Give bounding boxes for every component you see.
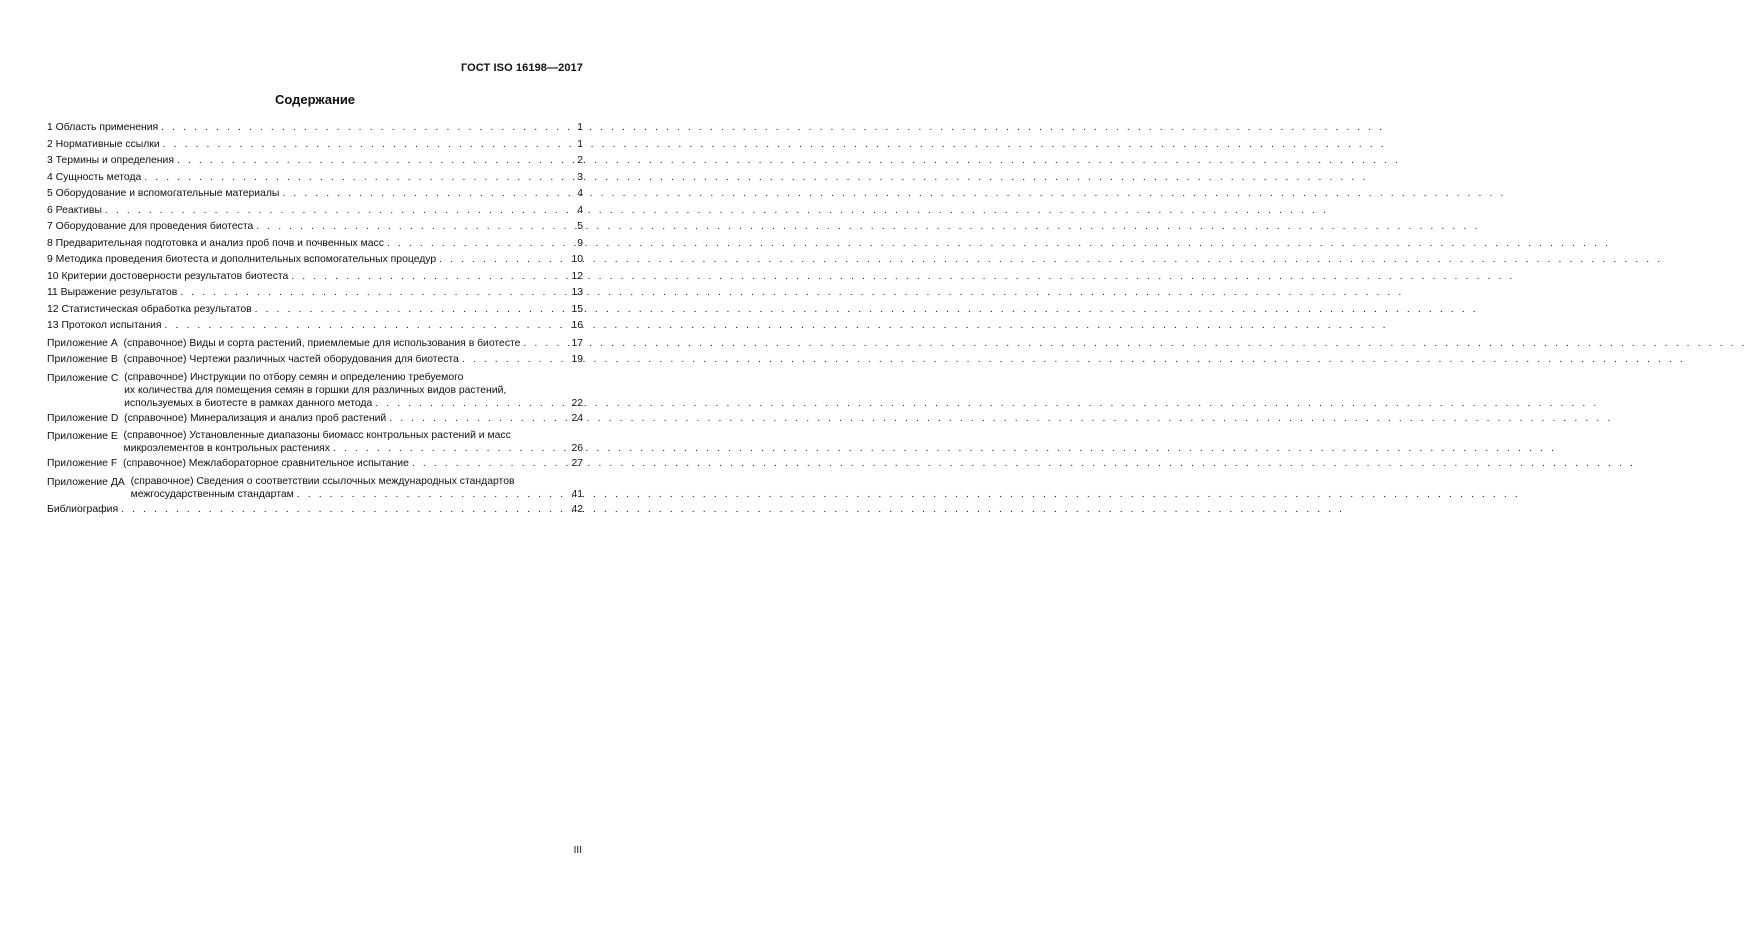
toc-section-entry[interactable] [47, 318, 583, 335]
toc-entry-label: 6 Реактивы [47, 204, 102, 216]
appendix-title-line: (справочное) Межлабораторное сравнительное испытание [122, 458, 409, 469]
toc-entry-page: 3 [577, 171, 583, 183]
leader-dots [389, 411, 568, 428]
toc-section-entry[interactable] [47, 137, 583, 154]
toc-entry-label: 12 Статистическая обработка результатов [47, 303, 252, 315]
toc-entry-page: 16 [571, 320, 583, 331]
toc-entry-label: 3 Термины и определения [47, 155, 174, 166]
appendix-prefix: Приложение Е [47, 431, 124, 442]
appendix-prefix: Приложение В [47, 354, 124, 365]
toc-section-entry[interactable] [47, 252, 583, 269]
toc-entry-page: 12 [571, 270, 583, 282]
toc-appendix-entry[interactable] [47, 456, 583, 473]
appendix-title-line: их количества для помещения семян в горшки для различных видов растений, [124, 384, 507, 396]
leader-dots [291, 269, 568, 286]
appendix-prefix: Приложение С [47, 372, 125, 384]
toc-section-entry[interactable] [47, 120, 583, 137]
appendix-title-line: (справочное) Виды и сорта растений, приемлемые для использования в биотесте [123, 337, 521, 349]
toc-section-entry[interactable] [47, 302, 583, 319]
toc-entry-label: 9 Методика проведения биотеста и дополнительных вспомогательных процедур [47, 254, 437, 265]
leader-dots [256, 219, 570, 236]
appendix-title-line: (справочное) Инструкции по отбору семян и определению требуемого [124, 371, 464, 383]
leader-dots [523, 336, 568, 353]
toc-entry-page: 5 [577, 221, 583, 232]
toc-appendix-entry[interactable] [47, 428, 583, 455]
toc-entry-page: 1 [577, 138, 583, 150]
leader-dots [387, 236, 570, 253]
toc-entry-label: 10 Критерии достоверности результатов биотеста [47, 270, 289, 282]
toc-entry-page: 13 [571, 287, 583, 298]
appendix-title-line: (справочное) Минерализация и анализ проб растений [124, 412, 387, 424]
leader-dots [297, 488, 569, 501]
toc-entry-label: 13 Протокол испытания [47, 320, 162, 331]
leader-dots [177, 153, 570, 170]
leader-dots [462, 352, 569, 369]
toc-section-entry[interactable] [47, 285, 583, 302]
toc-entry-page: 42 [571, 503, 583, 515]
toc-entry-page: 22 [571, 397, 583, 409]
leader-dots [412, 456, 569, 473]
toc-section-entry[interactable] [47, 269, 583, 286]
page-number: III [573, 845, 582, 856]
toc-entry-page: 17 [571, 337, 583, 349]
appendix-title-line: межгосударственным стандартам [130, 488, 294, 500]
document-page [0, 0, 661, 935]
appendix-title-line: микроэлементов в контрольных растениях [123, 443, 330, 454]
leader-dots [375, 397, 568, 410]
toc-entry-label: Библиография [47, 503, 119, 515]
toc-entry-page: 4 [577, 204, 583, 216]
leader-dots [333, 442, 568, 455]
toc-entry-label: 11 Выражение результатов [47, 287, 178, 298]
toc-entry-label: 8 Предварительная подготовка и анализ проб почв и почвенных масс [47, 237, 384, 249]
toc-entry-page: 27 [571, 458, 583, 469]
toc-entry-page: 10 [571, 254, 583, 265]
appendix-prefix: Приложение F [47, 458, 123, 469]
leader-dots [180, 285, 568, 302]
toc-entry-label: 4 Сущность метода [47, 171, 142, 183]
toc-bibliography-entry[interactable] [47, 502, 583, 519]
toc-entry-label: 1 Область применения [47, 122, 159, 133]
leader-dots [121, 502, 568, 519]
appendix-title-line: (справочное) Чертежи различных частей оборудования для биотеста [123, 354, 459, 365]
appendix-prefix: Приложение D [47, 412, 125, 424]
leader-dots [144, 170, 570, 187]
toc-section-entry[interactable] [47, 186, 583, 203]
toc-entry-page: 1 [577, 122, 583, 133]
toc-entry-page: 26 [571, 443, 583, 454]
leader-dots [161, 120, 570, 137]
leader-dots [105, 203, 570, 220]
toc-title: Содержание [274, 92, 356, 107]
toc-entry-label: 2 Нормативные ссылки [47, 138, 160, 150]
toc-entry-page: 15 [571, 303, 583, 315]
document-code: ГОСТ ISO 16198—2017 [460, 62, 583, 74]
toc-entry-page: 24 [571, 412, 583, 424]
leader-dots [255, 302, 569, 319]
leader-dots [165, 318, 569, 335]
appendix-title-line: (справочное) Установленные диапазоны биомасс контрольных растений и масс [123, 430, 511, 441]
toc-section-entry[interactable] [47, 170, 583, 187]
toc-entry-page: 19 [571, 354, 583, 365]
appendix-title-line: используемых в биотесте в рамках данного метода [124, 397, 373, 409]
table-of-contents [47, 120, 583, 518]
toc-appendix-entry[interactable] [47, 352, 583, 369]
toc-entry-label: 7 Оборудование для проведения биотеста [47, 221, 254, 232]
toc-section-entry[interactable] [47, 219, 583, 236]
toc-entry-page: 4 [577, 188, 583, 199]
toc-appendix-entry[interactable] [47, 370, 583, 410]
toc-appendix-entry[interactable] [47, 336, 583, 353]
appendix-title-line: (справочное) Сведения о соответствии ссылочных международных стандартов [130, 475, 515, 487]
toc-entry-page: 41 [571, 488, 583, 500]
toc-appendix-entry[interactable] [47, 411, 583, 428]
leader-dots [439, 252, 568, 269]
toc-appendix-entry[interactable] [47, 474, 583, 501]
toc-section-entry[interactable] [47, 236, 583, 253]
toc-entry-label: 5 Оборудование и вспомогательные материалы [47, 188, 280, 199]
appendix-prefix: Приложение ДА [47, 476, 131, 488]
toc-entry-page: 2 [577, 155, 583, 166]
leader-dots [282, 186, 570, 203]
toc-entry-page: 9 [577, 237, 583, 249]
leader-dots [163, 137, 570, 154]
toc-section-entry[interactable] [47, 203, 583, 220]
toc-section-entry[interactable] [47, 153, 583, 170]
appendix-prefix: Приложение А [47, 337, 124, 349]
